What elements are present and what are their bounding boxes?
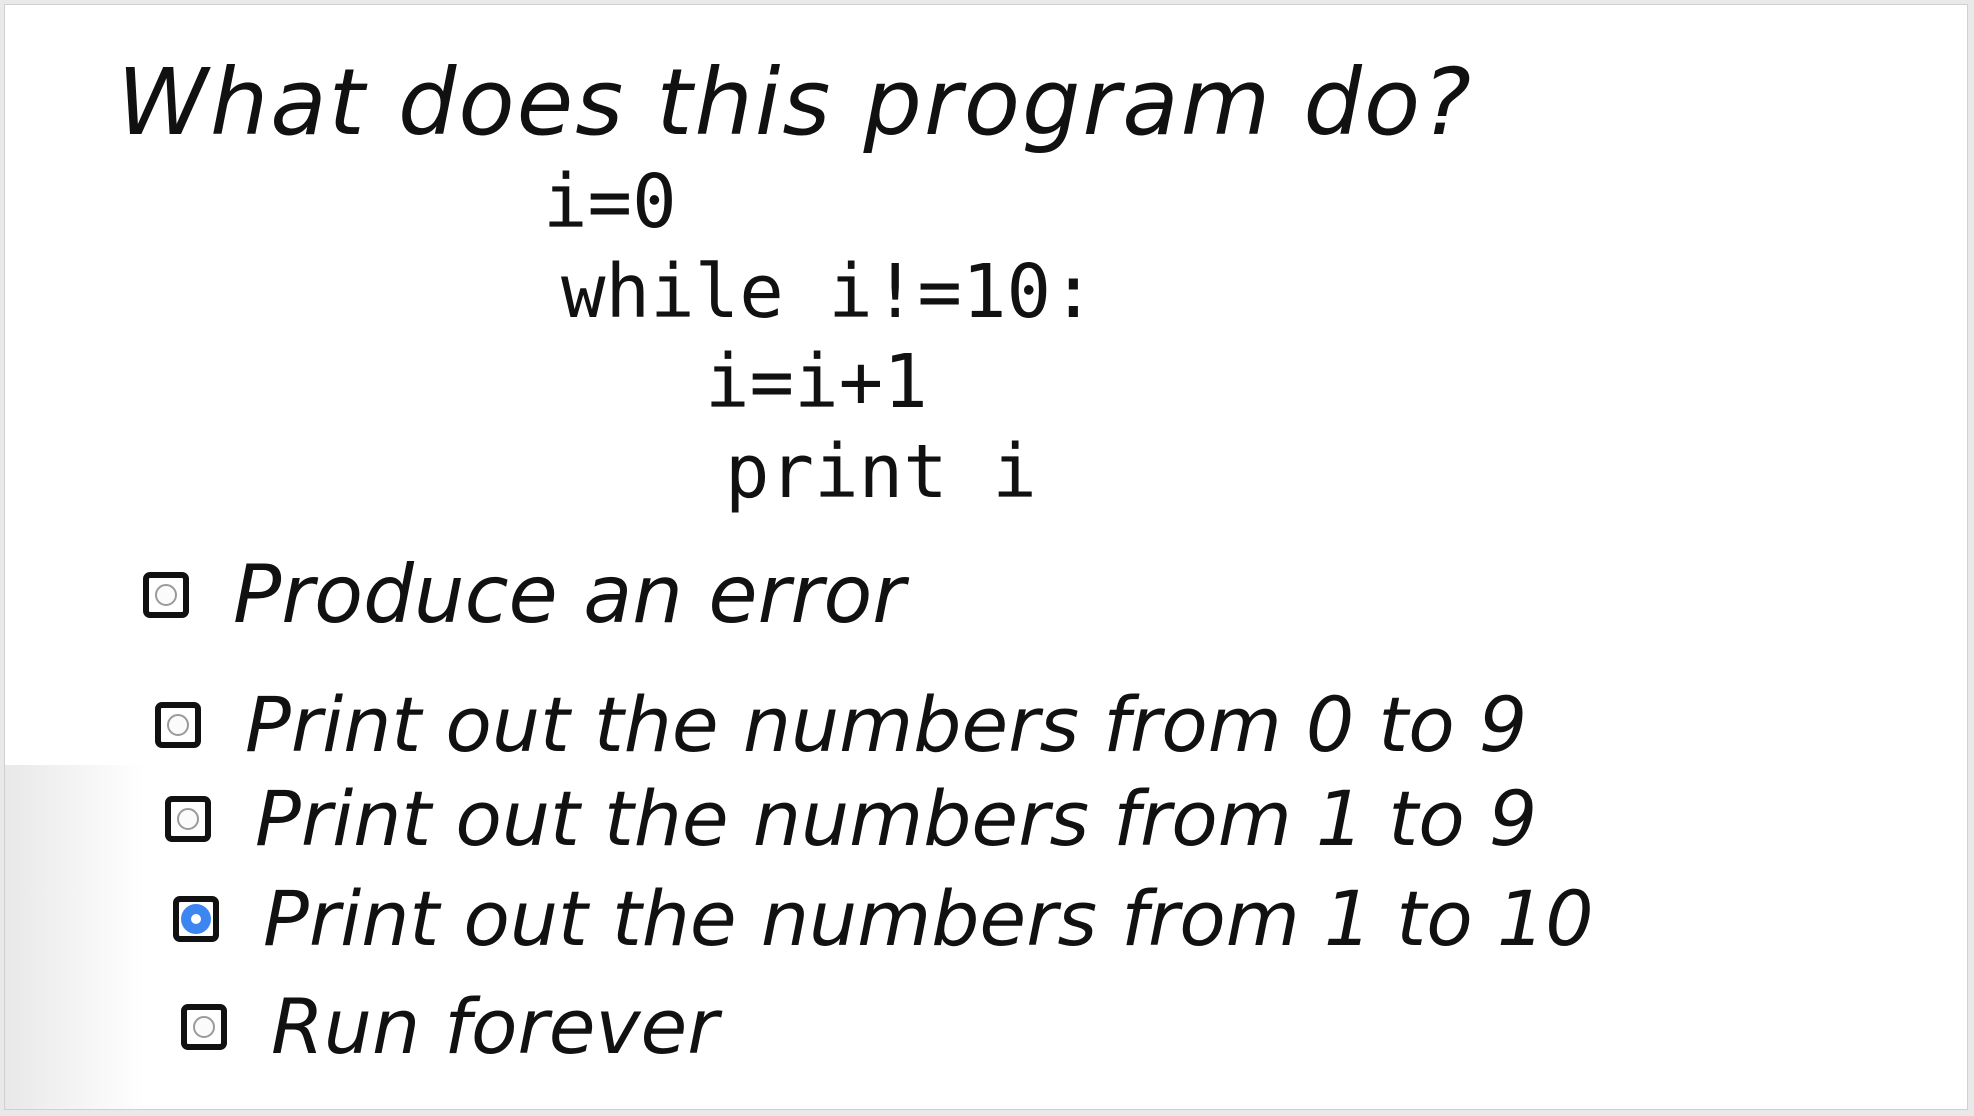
option-print-1-to-9[interactable]	[165, 774, 1538, 863]
code-line-2: while i!=10:	[561, 249, 1096, 335]
option-label: Print out the numbers from 1 to 9	[255, 774, 1538, 863]
video-shadow	[5, 765, 145, 1110]
option-label: Run forever	[271, 982, 719, 1071]
checkbox-drawing	[181, 1004, 227, 1050]
code-line-4: print i	[725, 429, 1037, 515]
option-print-0-to-9[interactable]	[155, 680, 1528, 769]
checkbox-drawing	[173, 896, 219, 942]
radio-button[interactable]	[167, 714, 189, 736]
radio-button[interactable]	[155, 584, 177, 606]
radio-button[interactable]	[193, 1016, 215, 1038]
radio-button-selected[interactable]	[181, 904, 211, 934]
option-label: Produce an error	[233, 548, 906, 641]
checkbox-drawing	[143, 572, 189, 618]
option-produce-error[interactable]	[143, 548, 906, 641]
option-label: Print out the numbers from 1 to 10	[263, 874, 1594, 963]
code-line-1: i=0	[543, 159, 677, 245]
option-run-forever[interactable]	[181, 982, 719, 1071]
option-print-1-to-10[interactable]	[173, 874, 1594, 963]
checkbox-drawing	[165, 796, 211, 842]
code-line-3: i=i+1	[705, 339, 928, 425]
option-label: Print out the numbers from 0 to 9	[245, 680, 1528, 769]
radio-button[interactable]	[177, 808, 199, 830]
quiz-frame	[4, 4, 1968, 1110]
checkbox-drawing	[155, 702, 201, 748]
question-text: What does this program do?	[117, 49, 1474, 156]
